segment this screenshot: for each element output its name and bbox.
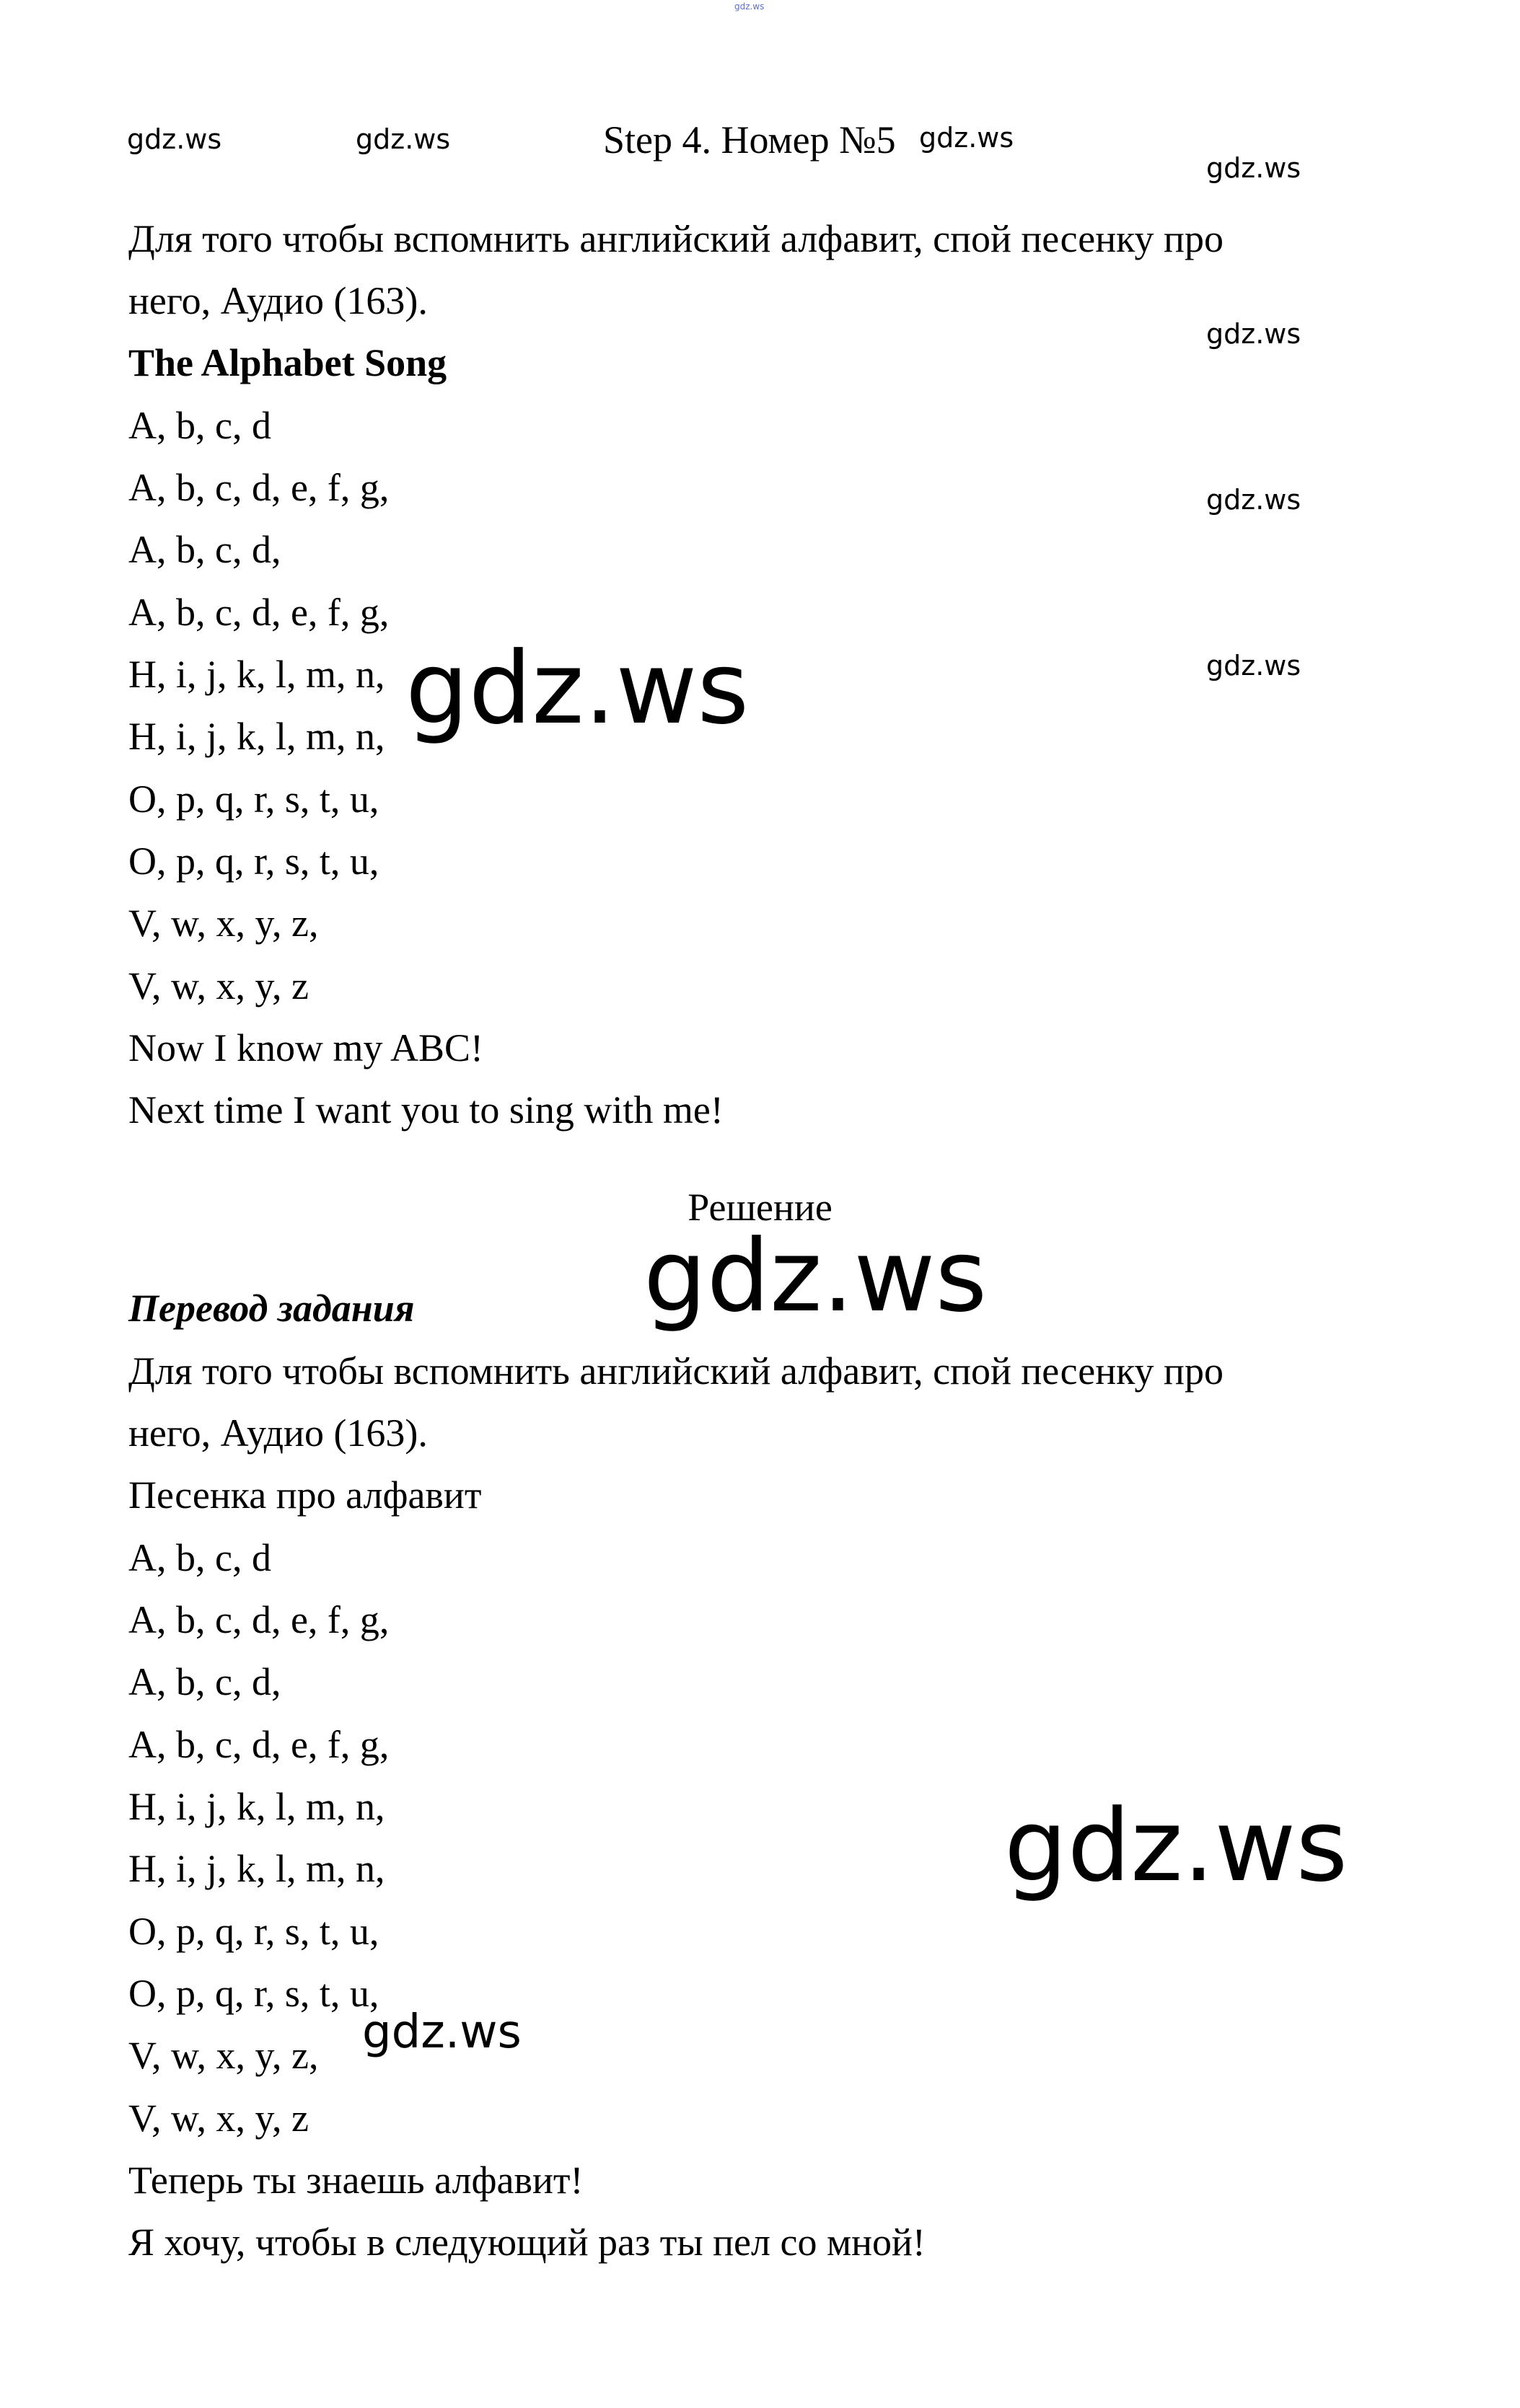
translated-song-line: H, i, j, k, l, m, n, — [128, 1847, 385, 1890]
song-line: H, i, j, k, l, m, n, — [128, 653, 385, 696]
translation-heading: Перевод задания — [128, 1287, 415, 1330]
watermark-tiny: gdz.ws — [734, 1, 765, 12]
watermark-small: gdz.ws — [127, 123, 222, 155]
song-line: A, b, c, d, e, f, g, — [128, 591, 390, 634]
translated-song-line: O, p, q, r, s, t, u, — [128, 1972, 379, 2015]
translated-song-title: Песенка про алфавит — [128, 1473, 482, 1517]
song-line: A, b, c, d — [128, 404, 271, 447]
song-line: Now I know my ABC! — [128, 1026, 484, 1070]
watermark-small: gdz.ws — [1206, 318, 1301, 350]
song-line: V, w, x, y, z, — [128, 901, 319, 945]
watermark-large: gdz.ws — [643, 1218, 988, 1334]
watermark-medium: gdz.ws — [362, 2006, 522, 2059]
page-title: Step 4. Номер №5 — [603, 118, 896, 162]
song-line: A, b, c, d, e, f, g, — [128, 466, 390, 509]
translated-song-line: A, b, c, d, e, f, g, — [128, 1598, 390, 1641]
song-line: Next time I want you to sing with me! — [128, 1088, 724, 1132]
watermark-small: gdz.ws — [1206, 484, 1301, 516]
song-line: V, w, x, y, z — [128, 964, 309, 1007]
song-title: The Alphabet Song — [128, 341, 447, 384]
watermark-large: gdz.ws — [405, 630, 750, 746]
song-line: A, b, c, d, — [128, 528, 281, 571]
translated-song-line: V, w, x, y, z, — [128, 2034, 319, 2077]
solution-instruction-line-2: него, Аудио (163). — [128, 1411, 428, 1455]
translated-song-line: V, w, x, y, z — [128, 2096, 309, 2140]
watermark-large: gdz.ws — [1004, 1788, 1348, 1904]
translated-song-line: A, b, c, d — [128, 1536, 271, 1579]
translated-song-line: Теперь ты знаешь алфавит! — [128, 2158, 584, 2202]
task-instruction-line-1: Для того чтобы вспомнить английский алфавит, спой песенку про — [128, 217, 1224, 260]
song-line: H, i, j, k, l, m, n, — [128, 715, 385, 758]
translated-song-line: O, p, q, r, s, t, u, — [128, 1910, 379, 1953]
watermark-small: gdz.ws — [1206, 650, 1301, 682]
task-instruction-line-2: него, Аудио (163). — [128, 279, 428, 322]
watermark-small: gdz.ws — [919, 122, 1014, 154]
song-line: O, p, q, r, s, t, u, — [128, 839, 379, 883]
solution-instruction-line-1: Для того чтобы вспомнить английский алфавит, спой песенку про — [128, 1349, 1224, 1393]
translated-song-line: A, b, c, d, e, f, g, — [128, 1723, 390, 1766]
solution-heading: Решение — [687, 1186, 833, 1229]
watermark-small: gdz.ws — [1206, 152, 1301, 184]
translated-song-line: A, b, c, d, — [128, 1660, 281, 1703]
translated-song-line: H, i, j, k, l, m, n, — [128, 1785, 385, 1828]
watermark-small: gdz.ws — [356, 123, 451, 155]
song-line: O, p, q, r, s, t, u, — [128, 777, 379, 821]
translated-song-line: Я хочу, чтобы в следующий раз ты пел со мной! — [128, 2220, 926, 2264]
